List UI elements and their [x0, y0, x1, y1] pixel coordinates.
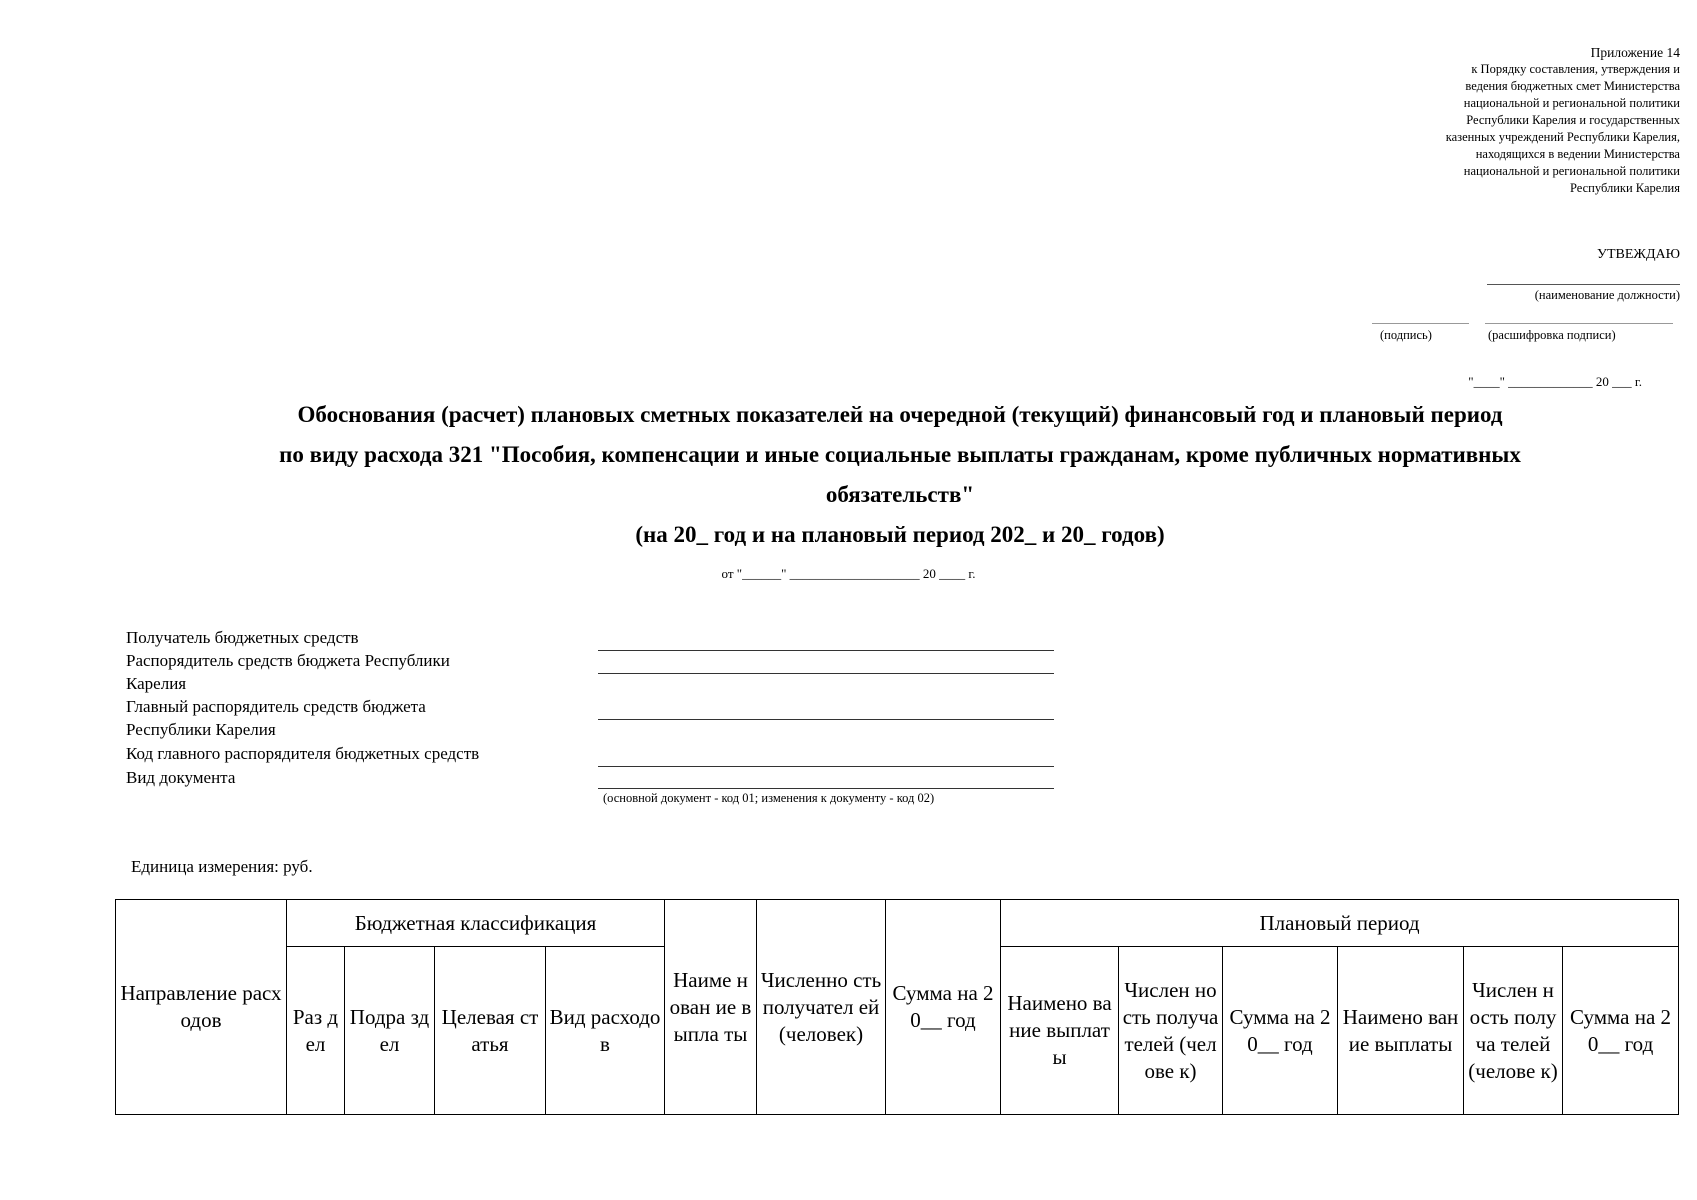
signature-caption: (подпись) [1380, 328, 1432, 342]
header-direction: Направление расходов [116, 900, 287, 1115]
header-pp-count-2: Числен ность получа телей (челове к) [1464, 947, 1563, 1115]
appendix-line: национальной и региональной политики [1463, 164, 1680, 178]
appendix-line: Приложение 14 [1590, 45, 1680, 60]
appendix-line: национальной и региональной политики [1463, 96, 1680, 110]
header-pp-name-1: Наимено вание выплаты [1001, 947, 1119, 1115]
decoding-caption: (расшифровка подписи) [1488, 328, 1616, 342]
chief-manager-label-line1: Главный распорядитель средств бюджета [126, 697, 426, 716]
title-line: обязательств" [825, 482, 975, 507]
header-payment-name: Наиме нован ие выпла ты [665, 900, 757, 1115]
calculation-table [115, 899, 1679, 1115]
recipient-label: Получатель бюджетных средств [126, 628, 359, 647]
doc-type-hint: (основной документ - код 01; изменения к документу - код 02) [603, 791, 935, 805]
header-budget-classification: Бюджетная классификация [287, 900, 665, 947]
doc-type-label: Вид документа [126, 768, 236, 787]
chief-manager-field[interactable] [598, 719, 1054, 720]
header-section: Раз дел [287, 947, 345, 1115]
chief-manager-label-line2: Республики Карелия [126, 720, 276, 739]
decoding-line [1485, 323, 1673, 324]
approval-date: "____" _____________ 20 ___ г. [1468, 374, 1642, 389]
manager-label-line1: Распорядитель средств бюджета Республики [126, 651, 450, 670]
position-line [1487, 284, 1680, 285]
appendix-line: Республики Карелия и государственных [1466, 113, 1680, 127]
header-pp-name-2: Наимено вание выплаты [1338, 947, 1464, 1115]
header-subsection: Подра здел [345, 947, 435, 1115]
appendix-line: к Порядку составления, утверждения и [1471, 62, 1680, 76]
approval-title: УТВЕЖДАЮ [1597, 247, 1680, 262]
title-line: по виду расхода 321 "Пособия, компенсации и иные социальные выплаты гражданам, кроме публичных нормативных [279, 442, 1521, 467]
document-date: от "______" ____________________ 20 ____ г. [721, 566, 976, 581]
header-recipients-count: Численно сть получател ей (человек) [757, 900, 886, 1115]
header-pp-sum-1: Сумма на 20__ год [1223, 947, 1338, 1115]
chief-code-field[interactable] [598, 766, 1054, 767]
appendix-line: находящихся в ведении Министерства [1475, 147, 1680, 161]
document-title [110, 395, 1690, 555]
appendix-line: Республики Карелия [1569, 181, 1680, 195]
manager-field[interactable] [598, 673, 1054, 674]
header-expense-type: Вид расходов [546, 947, 665, 1115]
position-caption: (наименование должности) [1534, 288, 1680, 302]
chief-code-label: Код главного распорядителя бюджетных средств [126, 744, 480, 763]
manager-label-line2: Карелия [126, 674, 187, 693]
header-sum-year: Сумма на 20__ год [886, 900, 1001, 1115]
appendix-block [1360, 44, 1680, 197]
appendix-line: ведения бюджетных смет Министерства [1465, 79, 1680, 93]
title-line: Обоснования (расчет) плановых сметных показателей на очередной (текущий) финансовый год и плановый период [297, 402, 1503, 427]
header-target-article: Целевая статья [435, 947, 546, 1115]
recipient-field[interactable] [598, 650, 1054, 651]
unit-label: Единица измерения: руб. [131, 857, 313, 876]
header-pp-count-1: Числен ность получа телей (челове к) [1119, 947, 1223, 1115]
signature-line [1372, 323, 1469, 324]
header-planning-period: Плановый период [1001, 900, 1679, 947]
header-pp-sum-2: Сумма на 20__ год [1563, 947, 1679, 1115]
title-line: (на 20_ год и на плановый период 202_ и 20_ годов) [635, 522, 1165, 547]
doc-type-field[interactable] [598, 788, 1054, 789]
appendix-line: казенных учреждений Республики Карелия, [1445, 130, 1680, 144]
